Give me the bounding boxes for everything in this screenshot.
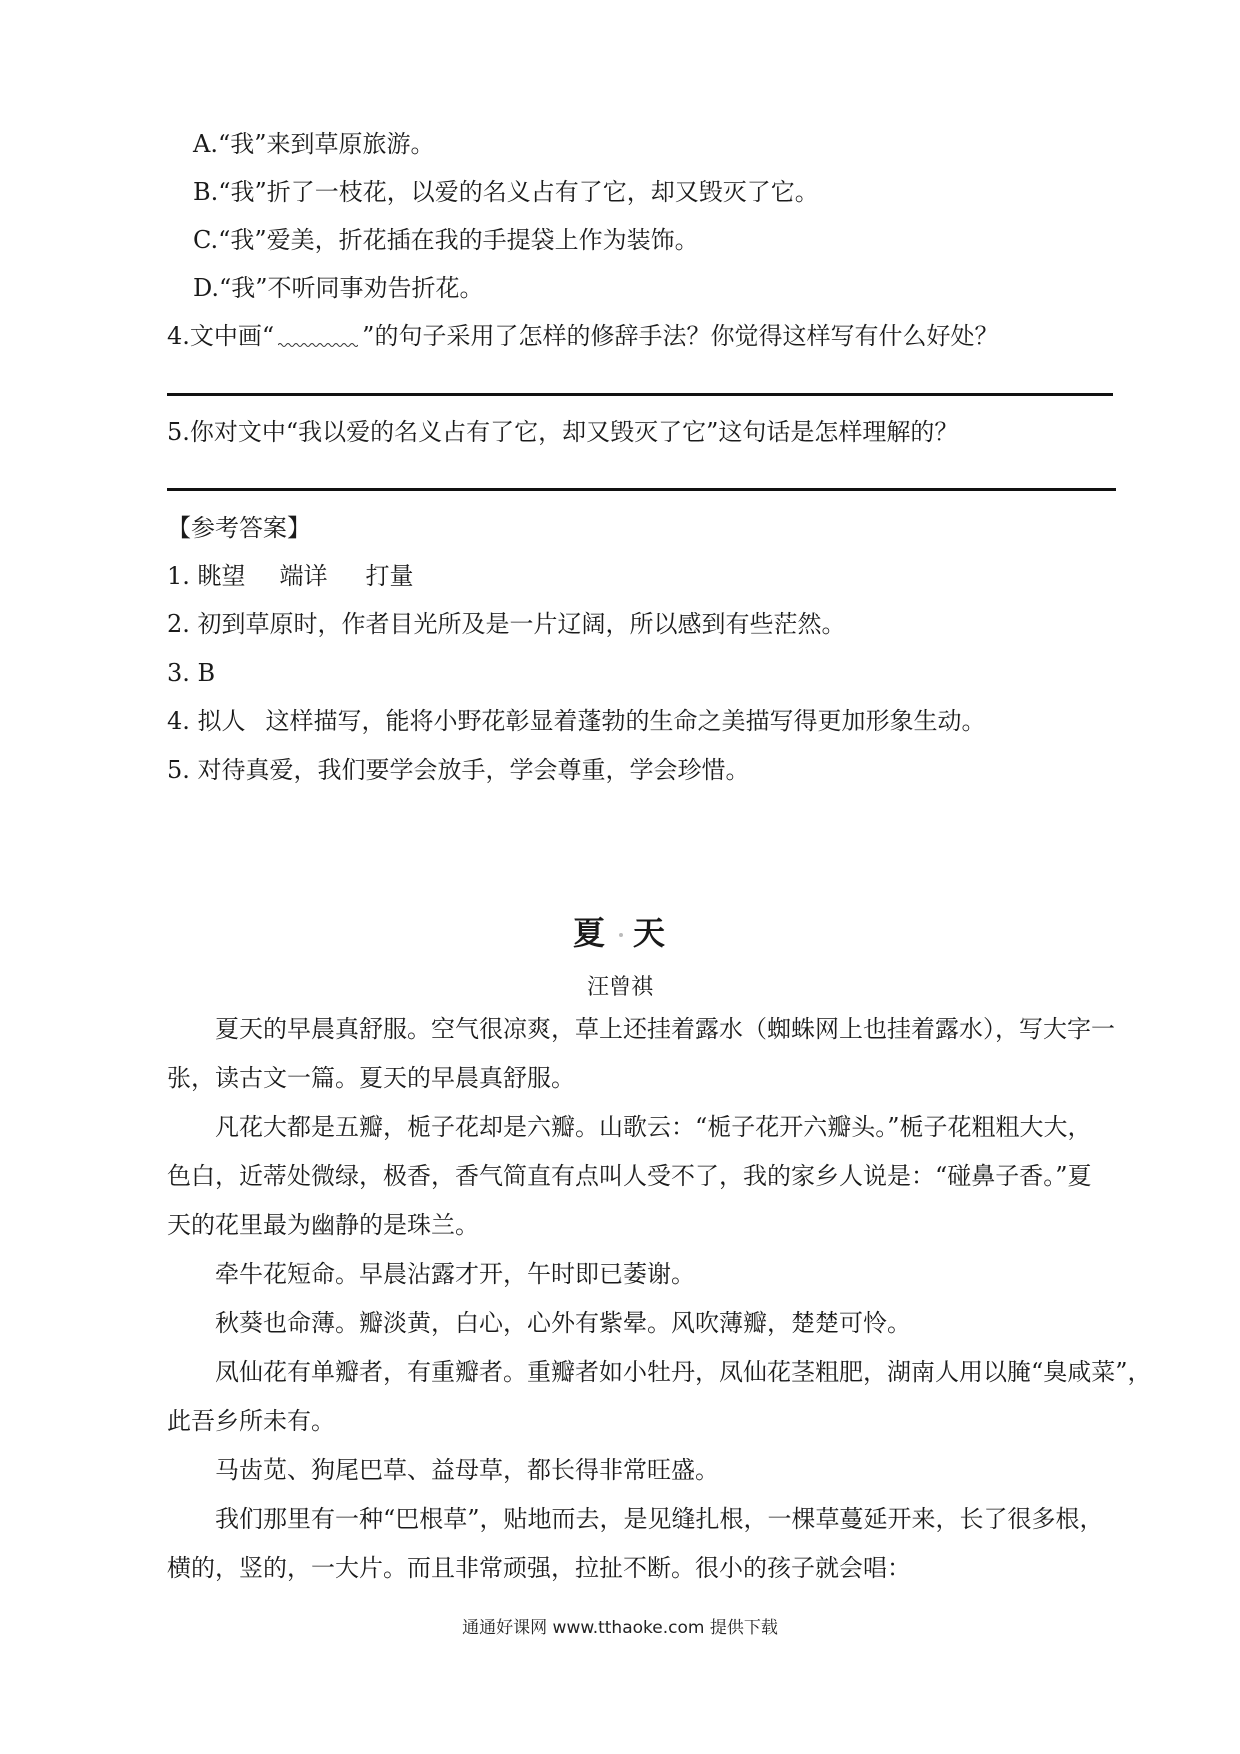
article-line: 秋葵也命薄。瓣淡黄，白心，心外有紫晕。风吹薄瓣，楚楚可怜。	[167, 1309, 911, 1337]
answer-4-text: 这样描写，能将小野花彰显着蓬勃的生命之美描写得更加形象生动。	[265, 707, 986, 735]
article-title	[0, 908, 1240, 954]
article-line: 凡花大都是五瓣，栀子花却是六瓣。山歌云：“栀子花开六瓣头。”栀子花粗粗大大，	[167, 1113, 1092, 1141]
answer-1-word-3: 打量	[365, 562, 414, 590]
answer-5: 5. 对待真爱，我们要学会放手，学会尊重，学会珍惜。	[167, 756, 750, 784]
article-line: 天的花里最为幽静的是珠兰。	[167, 1211, 479, 1239]
answer-4	[167, 705, 986, 737]
article-line: 张，读古文一篇。夏天的早晨真舒服。	[167, 1064, 575, 1092]
question-5: 5.你对文中“我以爱的名义占有了它，却又毁灭了它”这句话是怎样理解的？	[167, 418, 959, 446]
answer-1	[167, 560, 414, 592]
answer-1-num: 1.	[167, 562, 190, 590]
answer-line-q5	[167, 488, 1116, 491]
option-a: A.“我”来到草原旅游。	[193, 130, 435, 158]
answer-1-word-2: 端详	[279, 562, 328, 590]
article-line: 此吾乡所未有。	[167, 1407, 335, 1435]
option-d: D.“我”不听同事劝告折花。	[193, 274, 484, 302]
answer-1-word-1: 眺望	[197, 562, 246, 590]
wavy-underline-mark	[274, 328, 362, 348]
answer-2: 2. 初到草原时，作者目光所及是一片辽阔，所以感到有些茫然。	[167, 610, 846, 638]
question-4-prefix: 4.文中画“	[167, 322, 275, 350]
article-title-left: 夏	[572, 914, 607, 952]
option-b: B.“我”折了一枝花，以爱的名义占有了它，却又毁灭了它。	[193, 178, 819, 206]
article-line: 凤仙花有单瓣者，有重瓣者。重瓣者如小牡丹，凤仙花茎粗肥，湖南人用以腌“臭咸菜”，	[167, 1358, 1152, 1386]
reference-heading: 【参考答案】	[167, 514, 311, 542]
title-dot	[619, 933, 623, 937]
answer-3: 3. B	[167, 659, 216, 687]
answer-4-term: 拟人	[197, 707, 246, 735]
article-author: 汪曾祺	[586, 975, 653, 1000]
page-footer: 通通好课网 www.tthaoke.com 提供下载	[462, 1618, 778, 1638]
article-line: 色白，近蒂处微绿，极香，香气简直有点叫人受不了，我的家乡人说是：“碰鼻子香。”夏	[167, 1162, 1092, 1190]
article-line: 横的，竖的，一大片。而且非常顽强，拉扯不断。很小的孩子就会唱：	[167, 1554, 911, 1582]
article-line: 牵牛花短命。早晨沾露才开，午时即已萎谢。	[167, 1260, 695, 1288]
answer-4-num: 4.	[167, 707, 190, 735]
article-line: 马齿苋、狗尾巴草、益母草，都长得非常旺盛。	[167, 1456, 719, 1484]
option-c: C.“我”爱美，折花插在我的手提袋上作为装饰。	[193, 226, 699, 254]
question-4-suffix: ”的句子采用了怎样的修辞手法？你觉得这样写有什么好处？	[362, 322, 999, 350]
article-title-right: 天	[633, 914, 668, 952]
question-4	[167, 320, 998, 352]
answer-line-q4	[167, 393, 1113, 396]
article-line: 我们那里有一种“巴根草”，贴地而去，是见缝扎根，一棵草蔓延开来，长了很多根，	[167, 1505, 1104, 1533]
article-line: 夏天的早晨真舒服。空气很凉爽，草上还挂着露水（蜘蛛网上也挂着露水），写大字一	[167, 1015, 1115, 1043]
